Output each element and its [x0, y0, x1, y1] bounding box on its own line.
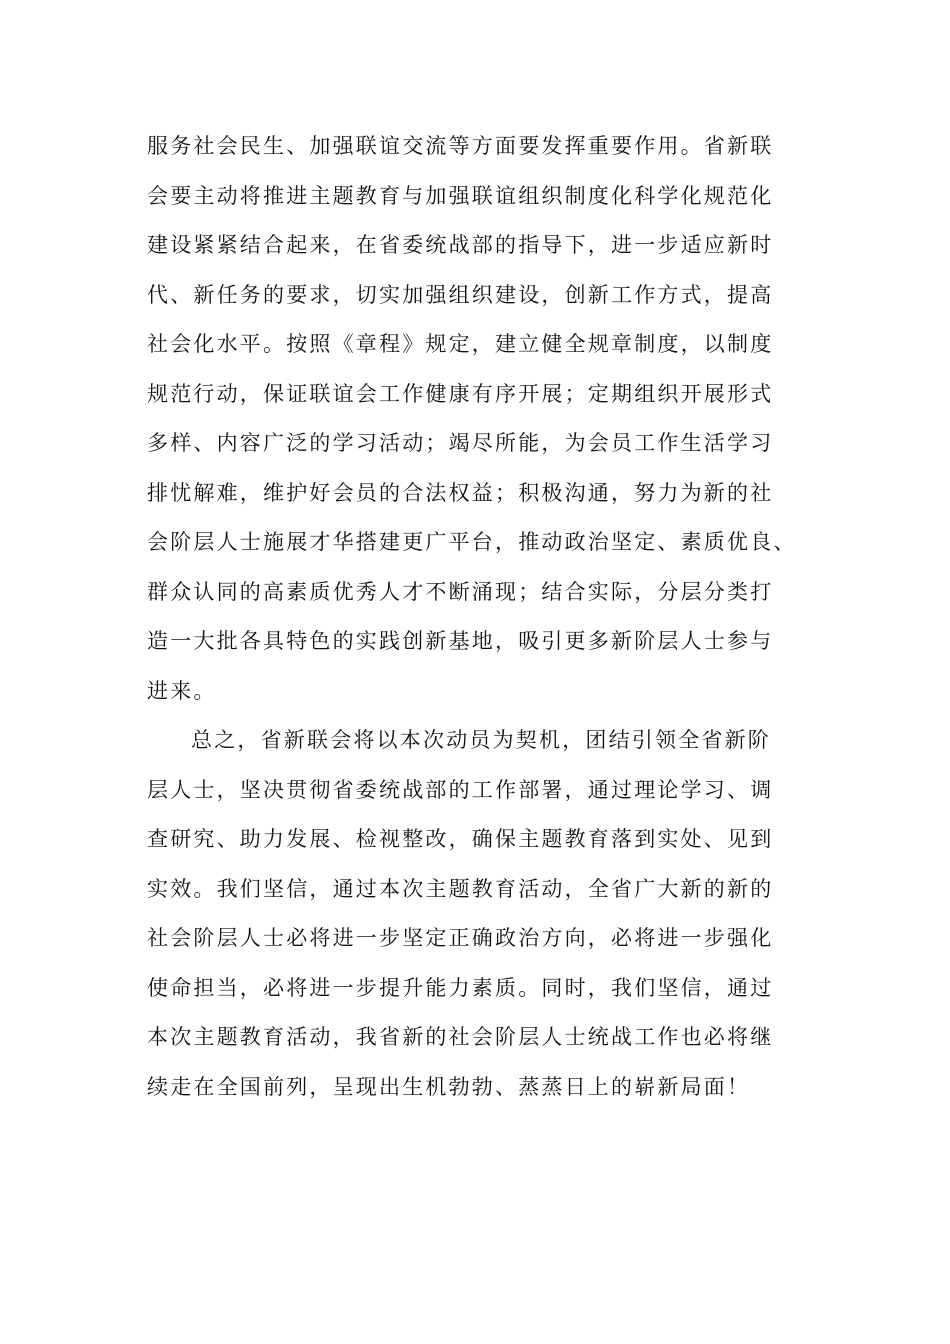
text-line: 层人士，坚决贯彻省委统战部的工作部署，通过理论学习、调 — [147, 777, 774, 802]
body-text — [147, 126, 807, 1116]
text-line: 规范行动，保证联谊会工作健康有序开展；定期组织开展形式 — [147, 381, 774, 406]
text-line: 本次主题教育活动，我省新的社会阶层人士统战工作也必将继 — [147, 1025, 774, 1049]
text-line-indented: 总之，省新联会将以本次动员为契机，团结引领全省新阶 — [191, 728, 771, 752]
text-line: 建设紧紧结合起来，在省委统战部的指导下，进一步适应新时 — [147, 233, 774, 257]
text-line: 造一大批各具特色的实践创新基地，吸引更多新阶层人士参与 — [147, 629, 774, 653]
text-line: 续走在全国前列，呈现出生机勃勃、蒸蒸日上的崭新局面！ — [147, 1074, 751, 1099]
text-line: 使命担当，必将进一步提升能力素质。同时，我们坚信，通过 — [147, 975, 774, 1000]
paragraph-2 — [147, 720, 807, 1116]
text-line: 代、新任务的要求，切实加强组织建设，创新工作方式，提高 — [147, 282, 774, 307]
text-line: 进来。 — [147, 678, 217, 703]
text-line: 实效。我们坚信，通过本次主题教育活动，全省广大新的新的 — [147, 876, 774, 901]
paragraph-1 — [147, 126, 807, 720]
text-line: 查研究、助力发展、检视整改，确保主题教育落到实处、见到 — [147, 827, 774, 851]
text-line: 会要主动将推进主题教育与加强联谊组织制度化科学化规范化 — [147, 183, 774, 208]
text-line: 会阶层人士施展才华搭建更广平台，推动政治坚定、素质优良、 — [147, 530, 797, 554]
text-line: 服务社会民生、加强联谊交流等方面要发挥重要作用。省新联 — [147, 134, 774, 158]
text-line: 多样、内容广泛的学习活动；竭尽所能，为会员工作生活学习 — [147, 431, 774, 455]
text-line: 社会化水平。按照《章程》规定，建立健全规章制度，以制度 — [147, 332, 774, 356]
text-line: 群众认同的高素质优秀人才不断涌现；结合实际，分层分类打 — [147, 579, 774, 604]
text-line: 社会阶层人士必将进一步坚定正确政治方向，必将进一步强化 — [147, 926, 774, 950]
text-line: 排忧解难，维护好会员的合法权益；积极沟通，努力为新的社 — [147, 480, 774, 505]
